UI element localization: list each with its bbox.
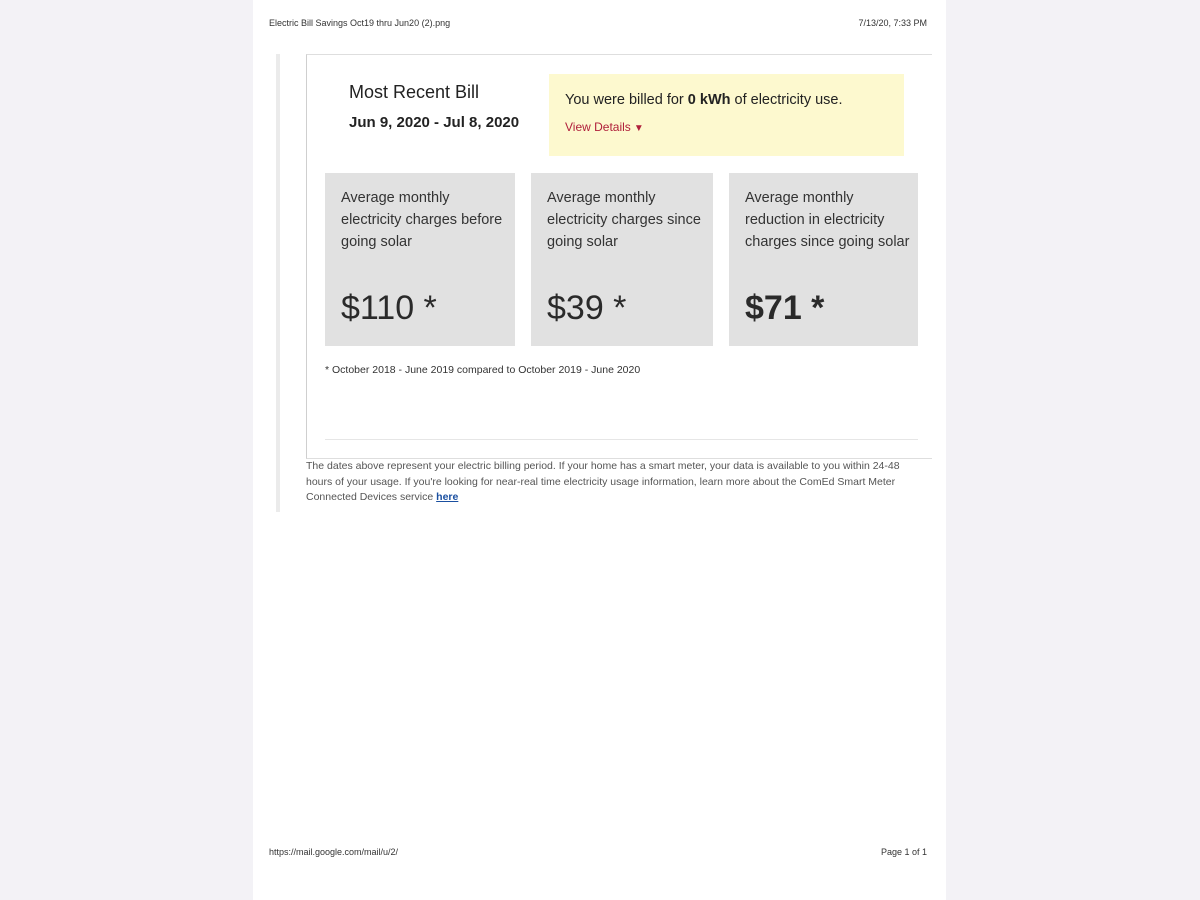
billed-prefix: You were billed for (565, 92, 688, 108)
print-footer-page-number: Page 1 of 1 (880, 847, 927, 857)
stat-label: Average monthly electricity charges before going solar (341, 190, 503, 250)
view-details-label: View Details (565, 120, 631, 134)
divider (325, 439, 918, 440)
stat-label: Average monthly electricity charges since going solar (547, 190, 701, 250)
billed-amount: 0 kWh (687, 92, 731, 108)
bill-title: Most Recent Bill (349, 82, 480, 102)
billed-usage-box (549, 74, 904, 156)
email-content (276, 54, 932, 512)
disclaimer-text: The dates above represent your electric billing period. If your home has a smart meter, your data is available to you within 24-48 hours of your usage. If you're looking for near-real time electricity usage information, learn more about the ComEd Smart Meter Connected Devices service (306, 460, 900, 503)
bill-dates: Jun 9, 2020 - Jul 8, 2020 (349, 114, 520, 131)
here-link[interactable]: here (436, 491, 459, 503)
print-footer-url: https://mail.google.com/mail/u/2/ (269, 847, 399, 857)
view-details-link[interactable] (565, 120, 644, 134)
printed-page (253, 0, 946, 900)
stat-value: $39 * (547, 289, 627, 327)
stat-value: $110 * (341, 289, 437, 327)
stat-reduction (729, 173, 918, 346)
caret-down-icon: ▼ (633, 123, 644, 134)
stat-label: Average monthly reduction in electricity charges since going solar (745, 190, 910, 250)
comparison-footnote: * October 2018 - June 2019 compared to October 2019 - June 2020 (325, 364, 641, 376)
stat-before-solar (325, 173, 515, 346)
bill-summary-card (306, 54, 932, 459)
stat-since-solar (531, 173, 713, 346)
print-header-timestamp: 7/13/20, 7:33 PM (858, 18, 927, 28)
billed-usage-text (565, 92, 843, 108)
billed-suffix: of electricity use. (730, 92, 843, 108)
billing-disclaimer (306, 459, 926, 506)
stat-value: $71 * (745, 289, 825, 327)
print-header-filename: Electric Bill Savings Oct19 thru Jun20 (2).png (269, 18, 451, 28)
